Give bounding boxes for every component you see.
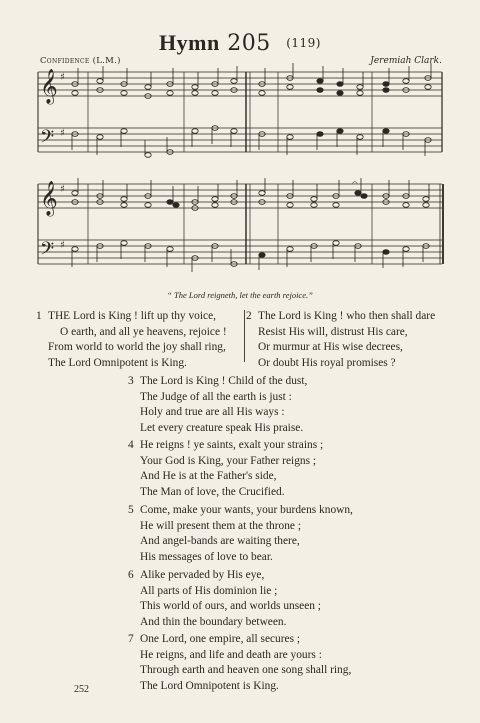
verse-line: Resist His will, distrust His care, xyxy=(258,325,408,338)
verse-number: 7 xyxy=(128,633,134,645)
verse-3 xyxy=(128,374,308,436)
column-divider xyxy=(244,310,245,362)
svg-text:𝄞: 𝄞 xyxy=(40,69,58,104)
verse-number: 4 xyxy=(128,439,134,451)
verse-2 xyxy=(246,309,436,371)
verse-6 xyxy=(128,568,321,630)
verse-1 xyxy=(36,309,227,371)
scripture-caption: “ The Lord reigneth, let the earth rejoice.” xyxy=(167,290,313,300)
verse-number: 2 xyxy=(246,310,252,322)
verse-line: The Judge of all the earth is just : xyxy=(140,390,292,403)
verse-line: Your God is King, your Father reigns ; xyxy=(140,454,317,467)
svg-text:♯: ♯ xyxy=(60,184,65,195)
music-system-1 xyxy=(0,60,480,170)
verse-line: And He is at the Father's side, xyxy=(140,470,277,483)
verse-line: The Lord Omnipotent is King. xyxy=(140,679,279,692)
verse-line: He reigns, and life and death are yours : xyxy=(140,648,322,661)
verse-7 xyxy=(128,632,352,694)
verse-line: From world to world the joy shall ring, xyxy=(48,341,226,354)
hymn-title xyxy=(0,30,480,56)
verse-line: The Lord is King ! who then shall dare xyxy=(258,310,436,322)
verse-number: 5 xyxy=(128,504,134,516)
verse-line: The Lord Omnipotent is King. xyxy=(48,356,187,369)
verse-line: And angel-bands are waiting there, xyxy=(140,535,300,548)
svg-text:♯: ♯ xyxy=(60,72,65,83)
verse-5 xyxy=(128,503,353,565)
svg-text:𝄐: 𝄐 xyxy=(352,178,358,189)
verse-line: The Lord is King ! Child of the dust, xyxy=(140,375,308,387)
verse-line: Or murmur at His wise decrees, xyxy=(258,341,403,354)
tune-name: Confidence (L.M.) xyxy=(40,56,121,66)
svg-text:𝄢: 𝄢 xyxy=(40,239,55,264)
verse-line: He will present them at the throne ; xyxy=(140,519,302,532)
verse-line: One Lord, one empire, all secures ; xyxy=(140,633,301,645)
page-number: 252 xyxy=(74,684,89,695)
verse-line: He reigns ! ye saints, exalt your strains ; xyxy=(140,439,324,451)
verse-4 xyxy=(128,438,324,500)
verse-line: O earth, and all ye heavens, rejoice ! xyxy=(60,325,227,338)
verse-line: Come, make your wants, your burdens known, xyxy=(140,504,353,516)
hymn-title-word: Hymn xyxy=(159,30,220,55)
svg-text:𝄞: 𝄞 xyxy=(40,181,58,216)
verse-line: THE Lord is King ! lift up thy voice, xyxy=(48,310,216,322)
verse-line: And thin the boundary between. xyxy=(140,615,287,628)
verse-number: 6 xyxy=(128,569,134,581)
verse-line: All parts of His dominion lie ; xyxy=(140,584,278,597)
svg-text:♯: ♯ xyxy=(60,128,65,139)
verse-line: Through earth and heaven one song shall ring, xyxy=(140,664,352,677)
composer-name: Jeremiah Clark. xyxy=(370,56,442,66)
hymn-alt-number: (119) xyxy=(286,36,321,50)
hymn-number: 205 xyxy=(227,31,271,56)
verse-line: Let every creature speak His praise. xyxy=(140,421,304,434)
verse-line: Holy and true are all His ways : xyxy=(140,406,285,419)
verse-line: Alike pervaded by His eye, xyxy=(140,569,265,581)
verse-number: 1 xyxy=(36,310,42,322)
verse-number: 3 xyxy=(128,375,134,387)
svg-text:𝄢: 𝄢 xyxy=(40,127,55,152)
verse-line: His messages of love to bear. xyxy=(140,550,273,563)
verse-line: Or doubt His royal promises ? xyxy=(258,356,396,369)
verse-line: The Man of love, the Crucified. xyxy=(140,485,285,498)
verse-line: This world of ours, and worlds unseen ; xyxy=(140,600,321,613)
svg-text:♯: ♯ xyxy=(60,240,65,251)
music-system-2 xyxy=(0,172,480,282)
